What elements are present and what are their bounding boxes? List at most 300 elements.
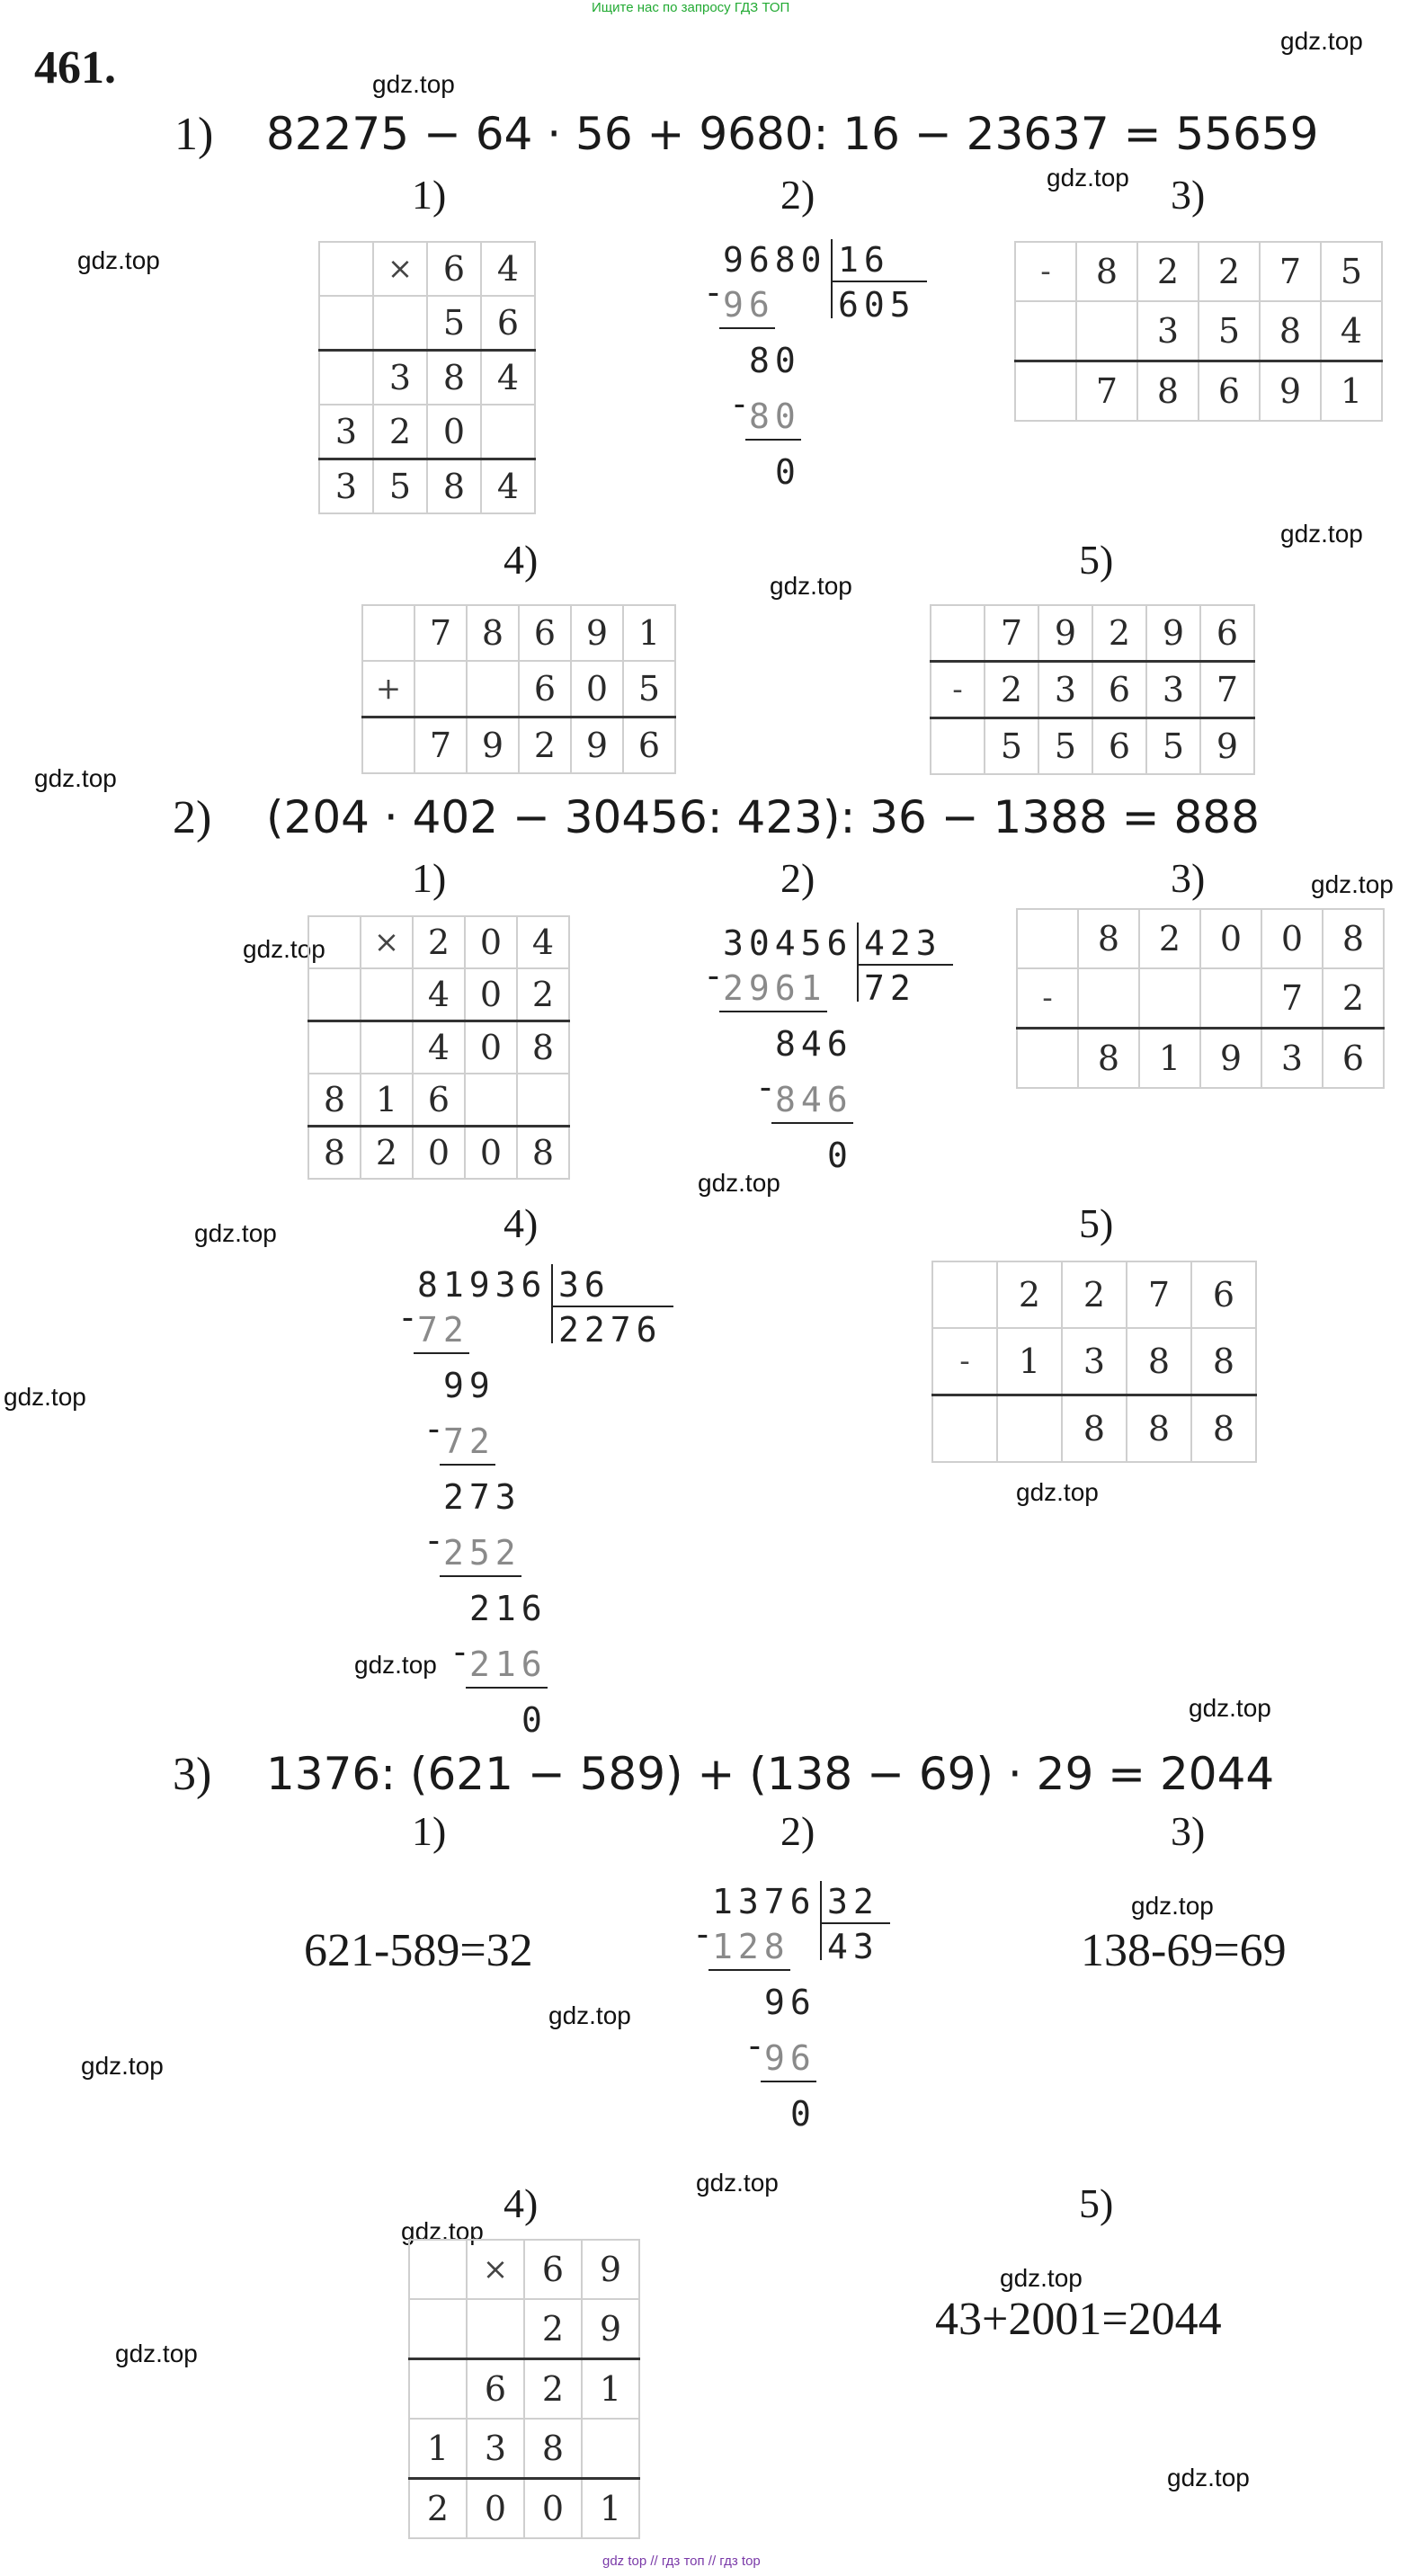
- grid-cell: 0: [1200, 909, 1261, 968]
- grid-cell: 2: [517, 968, 569, 1021]
- remainder: 216: [469, 1589, 548, 1628]
- grid-cell: 7: [1260, 242, 1321, 301]
- grid-cell: 2: [1139, 909, 1200, 968]
- grid-cell: 7: [1200, 662, 1254, 718]
- top-banner: Ищите нас по запросу ГДЗ ТОП: [592, 0, 790, 15]
- grid-cell: 3: [1062, 1328, 1127, 1395]
- s2-multiplication-grid: [307, 915, 570, 1180]
- grid-cell: 1: [409, 2419, 467, 2479]
- divisor: 16: [838, 240, 890, 280]
- grid-cell: 3: [1137, 301, 1199, 361]
- grid-cell: 3: [467, 2419, 524, 2479]
- grid-row: [319, 459, 535, 514]
- section-3-equation: 1376: (621 − 589) + (138 − 69) · 29 = 2044: [266, 1748, 1275, 1800]
- grid-cell: 0: [427, 405, 481, 459]
- grid-cell: 6: [623, 718, 675, 774]
- s3-long-division: [692, 1882, 933, 2154]
- grid-cell: [517, 1074, 569, 1127]
- grid-cell: 1: [623, 605, 675, 661]
- division-rule: [551, 1306, 673, 1307]
- grid-row: [1017, 1029, 1384, 1089]
- watermark: gdz.top: [698, 1169, 780, 1197]
- s1-step5-label: 5): [1079, 537, 1114, 583]
- grid-cell: 9: [1200, 1029, 1261, 1089]
- subtrahend: 96: [764, 2038, 816, 2078]
- s3-step3-label: 3): [1171, 1808, 1206, 1854]
- grid-cell: 4: [481, 242, 535, 296]
- remainder: 0: [790, 2094, 816, 2134]
- grid-row: [1015, 301, 1382, 361]
- s1-step2-label: 2): [780, 172, 815, 218]
- grid-cell: 3: [319, 405, 373, 459]
- grid-cell: 7: [1076, 361, 1137, 422]
- grid-row: [1017, 909, 1384, 968]
- subtrahend: 72: [443, 1422, 495, 1461]
- grid-row: [1017, 968, 1384, 1029]
- dividend: 1376: [712, 1882, 816, 1921]
- watermark: gdz.top: [1000, 2264, 1083, 2292]
- remainder: 846: [775, 1024, 853, 1064]
- grid-cell: 5: [1146, 718, 1200, 775]
- grid-cell: 8: [1260, 301, 1321, 361]
- grid-row: [319, 296, 535, 351]
- watermark: gdz.top: [1167, 2464, 1250, 2491]
- grid-row: [1015, 242, 1382, 301]
- grid-cell: 9: [467, 718, 519, 774]
- s2-step3-label: 3): [1171, 855, 1206, 901]
- grid-cell: [582, 2419, 639, 2479]
- dividend: 30456: [723, 923, 853, 963]
- watermark: gdz.top: [1280, 520, 1363, 548]
- grid-cell: 1: [997, 1328, 1062, 1395]
- subtrahend: 72: [417, 1310, 469, 1350]
- grid-cell: 2: [519, 718, 571, 774]
- quotient: 2276: [558, 1310, 663, 1350]
- grid-cell: 1: [1321, 361, 1382, 422]
- grid-cell: 8: [1076, 242, 1137, 301]
- division-rule: [719, 1011, 827, 1012]
- grid-cell: 8: [308, 1127, 361, 1180]
- subtrahend: 2961: [723, 968, 827, 1008]
- grid-cell: 5: [985, 718, 1038, 775]
- grid-cell: 2: [1199, 242, 1260, 301]
- grid-cell: 8: [517, 1021, 569, 1074]
- grid-cell: 6: [1191, 1261, 1256, 1328]
- division-bar: [857, 923, 859, 1002]
- grid-row: [931, 605, 1254, 662]
- grid-cell: [373, 296, 427, 351]
- division-bar: [831, 239, 833, 318]
- grid-cell: 5: [373, 459, 427, 514]
- grid-cell: 7: [985, 605, 1038, 662]
- grid-cell: [1015, 301, 1076, 361]
- s3-step2-label: 2): [780, 1808, 815, 1854]
- remainder: 0: [827, 1136, 853, 1175]
- grid-row: [362, 605, 675, 661]
- grid-row: [362, 661, 675, 718]
- grid-cell: 8: [427, 459, 481, 514]
- grid-cell: 2: [985, 662, 1038, 718]
- grid-cell: [1015, 361, 1076, 422]
- s2-long-division-2: [397, 1265, 692, 1740]
- grid-cell: 0: [465, 1127, 517, 1180]
- s3-multiplication-grid: [408, 2239, 640, 2539]
- grid-cell: 6: [524, 2240, 582, 2299]
- grid-cell: 6: [481, 296, 535, 351]
- s3-step3-result: 138-69=69: [1081, 1925, 1287, 1976]
- remainder: 0: [521, 1700, 548, 1740]
- watermark: gdz.top: [4, 1383, 86, 1411]
- grid-cell: 0: [465, 916, 517, 968]
- watermark: gdz.top: [1047, 164, 1129, 192]
- watermark: gdz.top: [548, 2001, 631, 2029]
- section-2-equation: (204 · 402 − 30456: 423): 36 − 1388 = 888: [266, 791, 1260, 843]
- grid-cell: 6: [413, 1074, 465, 1127]
- divisor: 32: [827, 1882, 879, 1921]
- grid-cell: 0: [524, 2479, 582, 2539]
- remainder: 99: [443, 1366, 495, 1405]
- s3-step4-label: 4): [504, 2180, 539, 2226]
- grid-cell: 2: [361, 1127, 413, 1180]
- grid-cell: 0: [467, 2479, 524, 2539]
- section-2-label: 2): [173, 792, 212, 843]
- grid-cell: [308, 968, 361, 1021]
- grid-cell: 0: [465, 1021, 517, 1074]
- grid-cell: 7: [414, 605, 467, 661]
- dividend: 81936: [417, 1265, 548, 1305]
- watermark: gdz.top: [77, 246, 160, 274]
- s1-subtraction2-grid: [930, 604, 1255, 775]
- remainder: 80: [749, 341, 801, 380]
- grid-cell: 8: [1127, 1395, 1191, 1463]
- grid-cell: [362, 605, 414, 661]
- division-bar: [820, 1881, 822, 1960]
- division-rule: [414, 1352, 469, 1354]
- watermark: gdz.top: [34, 764, 117, 792]
- grid-row: [409, 2240, 639, 2299]
- minus-sign: -: [729, 384, 750, 423]
- grid-cell: 9: [571, 718, 623, 774]
- watermark: gdz.top: [1189, 1694, 1271, 1722]
- grid-cell: [1200, 968, 1261, 1029]
- grid-cell: 9: [571, 605, 623, 661]
- grid-cell: 5: [1038, 718, 1092, 775]
- s2-step1-label: 1): [412, 855, 447, 901]
- remainder: 96: [764, 1983, 816, 2022]
- minus-sign: -: [692, 1914, 713, 1954]
- grid-cell: 8: [1137, 361, 1199, 422]
- grid-cell: 8: [1078, 1029, 1139, 1089]
- grid-cell: [931, 605, 985, 662]
- watermark: gdz.top: [81, 2052, 164, 2080]
- grid-cell: 3: [319, 459, 373, 514]
- grid-cell: -: [1017, 968, 1078, 1029]
- grid-cell: 8: [524, 2419, 582, 2479]
- minus-sign: -: [703, 272, 724, 312]
- minus-sign: -: [703, 956, 724, 995]
- grid-cell: [409, 2359, 467, 2420]
- grid-cell: ×: [467, 2240, 524, 2299]
- grid-cell: ×: [373, 242, 427, 296]
- grid-cell: 8: [517, 1127, 569, 1180]
- grid-cell: 5: [427, 296, 481, 351]
- divisor: 36: [558, 1265, 610, 1305]
- grid-cell: 4: [481, 351, 535, 406]
- grid-cell: 9: [582, 2240, 639, 2299]
- watermark: gdz.top: [1280, 27, 1363, 55]
- grid-cell: 9: [1260, 361, 1321, 422]
- grid-cell: ×: [361, 916, 413, 968]
- grid-cell: 6: [1092, 718, 1146, 775]
- grid-row: [409, 2419, 639, 2479]
- grid-cell: 1: [582, 2479, 639, 2539]
- minus-sign: -: [744, 2026, 765, 2065]
- grid-cell: 5: [1321, 242, 1382, 301]
- grid-cell: 3: [1146, 662, 1200, 718]
- grid-cell: 6: [467, 2359, 524, 2420]
- minus-sign: -: [423, 1409, 444, 1448]
- s1-step1-label: 1): [412, 172, 447, 218]
- subtrahend: 846: [775, 1080, 853, 1119]
- minus-sign: -: [397, 1297, 418, 1337]
- grid-cell: [409, 2299, 467, 2359]
- grid-row: [319, 405, 535, 459]
- s2-subtraction2-grid: [931, 1261, 1257, 1463]
- watermark: gdz.top: [1131, 1892, 1214, 1920]
- dividend: 9680: [723, 240, 827, 280]
- grid-cell: [1078, 968, 1139, 1029]
- grid-cell: 8: [1127, 1328, 1191, 1395]
- grid-cell: [1017, 1029, 1078, 1089]
- division-bar: [551, 1264, 553, 1343]
- quotient: 605: [838, 285, 916, 325]
- s2-step2-label: 2): [780, 855, 815, 901]
- subtrahend: 216: [469, 1645, 548, 1684]
- grid-cell: 8: [1323, 909, 1384, 968]
- grid-cell: +: [362, 661, 414, 718]
- grid-cell: [1017, 909, 1078, 968]
- grid-cell: 2: [1137, 242, 1199, 301]
- grid-row: [932, 1395, 1256, 1463]
- subtrahend: 96: [723, 285, 775, 325]
- s2-subtraction-grid: [1016, 908, 1385, 1089]
- grid-cell: [481, 405, 535, 459]
- grid-cell: 3: [373, 351, 427, 406]
- grid-cell: 2: [1092, 605, 1146, 662]
- divisor: 423: [864, 923, 942, 963]
- s1-step4-label: 4): [504, 537, 539, 583]
- grid-cell: -: [1015, 242, 1076, 301]
- grid-row: [1015, 361, 1382, 422]
- grid-cell: 9: [1146, 605, 1200, 662]
- remainder: 0: [775, 452, 801, 492]
- grid-cell: [414, 661, 467, 718]
- grid-row: [308, 1021, 569, 1074]
- minus-sign: -: [755, 1067, 776, 1107]
- grid-row: [308, 1074, 569, 1127]
- grid-cell: 9: [582, 2299, 639, 2359]
- grid-cell: [319, 242, 373, 296]
- division-rule: [857, 964, 953, 966]
- grid-cell: 2: [1323, 968, 1384, 1029]
- s1-multiplication-grid: [318, 241, 536, 514]
- minus-sign: -: [450, 1632, 470, 1671]
- division-rule: [831, 281, 927, 282]
- grid-cell: 2: [524, 2299, 582, 2359]
- s3-step5-label: 5): [1079, 2180, 1114, 2226]
- subtrahend: 128: [712, 1927, 790, 1966]
- grid-row: [308, 916, 569, 968]
- grid-cell: [465, 1074, 517, 1127]
- watermark: gdz.top: [354, 1651, 437, 1679]
- grid-cell: 7: [1127, 1261, 1191, 1328]
- grid-cell: 1: [1139, 1029, 1200, 1089]
- grid-row: [362, 718, 675, 774]
- grid-cell: 5: [1199, 301, 1260, 361]
- grid-cell: [932, 1261, 997, 1328]
- grid-cell: 6: [427, 242, 481, 296]
- grid-cell: 7: [1261, 968, 1323, 1029]
- grid-cell: [1139, 968, 1200, 1029]
- division-rule: [820, 1922, 890, 1924]
- s1-long-division: [703, 240, 944, 513]
- grid-row: [319, 242, 535, 296]
- grid-cell: 8: [1191, 1395, 1256, 1463]
- grid-cell: 6: [519, 661, 571, 718]
- grid-row: [409, 2359, 639, 2420]
- division-rule: [771, 1122, 853, 1124]
- s3-step5-result: 43+2001=2044: [935, 2294, 1222, 2345]
- watermark: gdz.top: [401, 2217, 484, 2245]
- grid-cell: 6: [519, 605, 571, 661]
- grid-cell: 8: [1078, 909, 1139, 968]
- grid-cell: 1: [361, 1074, 413, 1127]
- grid-cell: [319, 296, 373, 351]
- grid-cell: 8: [427, 351, 481, 406]
- division-rule: [761, 2081, 816, 2082]
- grid-cell: 3: [1038, 662, 1092, 718]
- grid-cell: [467, 661, 519, 718]
- grid-cell: [932, 1395, 997, 1463]
- grid-cell: 3: [1261, 1029, 1323, 1089]
- grid-cell: 0: [413, 1127, 465, 1180]
- grid-cell: 6: [1199, 361, 1260, 422]
- grid-cell: 8: [1191, 1328, 1256, 1395]
- grid-cell: 6: [1092, 662, 1146, 718]
- grid-cell: 9: [1038, 605, 1092, 662]
- grid-cell: 6: [1200, 605, 1254, 662]
- grid-row: [409, 2299, 639, 2359]
- division-rule: [440, 1575, 521, 1577]
- grid-cell: [362, 718, 414, 774]
- subtrahend: 80: [749, 397, 801, 436]
- grid-cell: -: [931, 662, 985, 718]
- grid-cell: [361, 1021, 413, 1074]
- minus-sign: -: [423, 1520, 444, 1560]
- grid-cell: 8: [1062, 1395, 1127, 1463]
- grid-cell: 0: [1261, 909, 1323, 968]
- watermark: gdz.top: [243, 935, 325, 963]
- watermark: gdz.top: [194, 1219, 277, 1247]
- s1-step3-label: 3): [1171, 172, 1206, 218]
- grid-row: [308, 1127, 569, 1180]
- grid-cell: 7: [414, 718, 467, 774]
- footer: gdz top // гдз топ // гдз top: [602, 2554, 761, 2569]
- division-rule: [745, 439, 801, 441]
- grid-cell: 2: [524, 2359, 582, 2420]
- s2-step5-label: 5): [1079, 1200, 1114, 1246]
- grid-cell: 8: [308, 1074, 361, 1127]
- grid-cell: 2: [1062, 1261, 1127, 1328]
- grid-cell: 2: [409, 2479, 467, 2539]
- division-rule: [466, 1687, 548, 1689]
- grid-cell: [308, 916, 361, 968]
- watermark: gdz.top: [372, 70, 455, 98]
- division-rule: [708, 1969, 790, 1971]
- grid-row: [308, 968, 569, 1021]
- s3-step1-label: 1): [412, 1808, 447, 1854]
- watermark: gdz.top: [770, 572, 852, 600]
- grid-cell: 4: [1321, 301, 1382, 361]
- grid-cell: 2: [413, 916, 465, 968]
- s2-step4-label: 4): [504, 1200, 539, 1246]
- grid-cell: 4: [481, 459, 535, 514]
- grid-row: [932, 1261, 1256, 1328]
- grid-row: [931, 718, 1254, 775]
- quotient: 72: [864, 968, 916, 1008]
- remainder: 273: [443, 1477, 521, 1517]
- grid-cell: 2: [373, 405, 427, 459]
- grid-cell: 1: [582, 2359, 639, 2420]
- division-rule: [719, 327, 775, 329]
- watermark: gdz.top: [1311, 870, 1394, 898]
- grid-row: [931, 662, 1254, 718]
- section-3-label: 3): [173, 1749, 212, 1800]
- grid-cell: 4: [413, 968, 465, 1021]
- grid-cell: [931, 718, 985, 775]
- grid-cell: 9: [1200, 718, 1254, 775]
- division-rule: [440, 1464, 495, 1466]
- grid-cell: -: [932, 1328, 997, 1395]
- grid-cell: [409, 2240, 467, 2299]
- grid-cell: [308, 1021, 361, 1074]
- s1-subtraction-grid: [1014, 241, 1383, 422]
- grid-cell: 4: [517, 916, 569, 968]
- section-1-label: 1): [174, 109, 214, 160]
- subtrahend: 252: [443, 1533, 521, 1573]
- grid-cell: 0: [571, 661, 623, 718]
- s1-addition-grid: [361, 604, 676, 774]
- grid-cell: [319, 351, 373, 406]
- watermark: gdz.top: [1016, 1478, 1099, 1506]
- s3-step1-result: 621-589=32: [304, 1925, 533, 1976]
- grid-cell: 4: [413, 1021, 465, 1074]
- grid-cell: 8: [467, 605, 519, 661]
- grid-cell: [997, 1395, 1062, 1463]
- grid-cell: 6: [1323, 1029, 1384, 1089]
- watermark: gdz.top: [115, 2340, 198, 2367]
- s2-long-division: [703, 923, 944, 1196]
- grid-row: [319, 351, 535, 406]
- grid-cell: [1076, 301, 1137, 361]
- grid-cell: 5: [623, 661, 675, 718]
- quotient: 43: [827, 1927, 879, 1966]
- watermark: gdz.top: [696, 2169, 779, 2197]
- grid-row: [409, 2479, 639, 2539]
- grid-cell: [361, 968, 413, 1021]
- grid-cell: 2: [997, 1261, 1062, 1328]
- grid-cell: 0: [465, 968, 517, 1021]
